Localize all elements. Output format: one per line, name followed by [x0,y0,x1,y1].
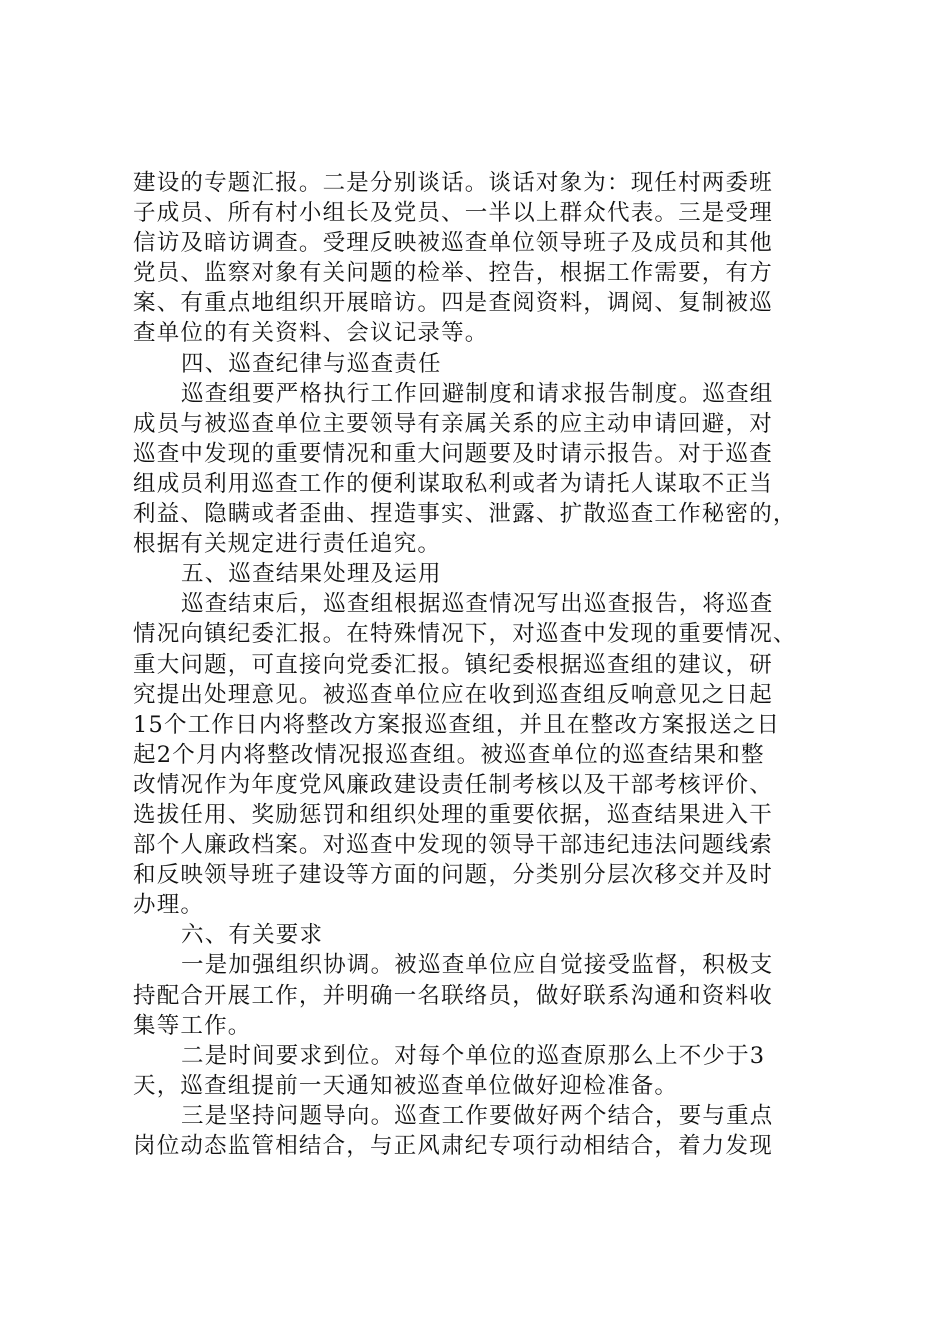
text-line: 根据有关规定进行责任追究。 [133,531,442,558]
text-line: 和反映领导班子建设等方面的问题，分类别分层次移交并及时 [133,862,773,889]
paragraph-start-line: 一是加强组织协调。被巡查单位应自觉接受监督，积极支 [181,952,774,979]
document-body [133,168,823,1161]
text-line: 案、有重点地组织开展暗访。四是查阅资料，调阅、复制被巡 [133,290,773,317]
paragraph-start-line: 五、巡查结果处理及运用 [181,561,442,588]
text-line: 建设的专题汇报。二是分别谈话。谈话对象为：现任村两委班 [133,170,773,196]
text-line: 持配合开展工作，并明确一名联络员，做好联系沟通和资料收 [133,982,773,1009]
text-line: 改情况作为年度党风廉政建设责任制考核以及干部考核评价、 [133,771,773,798]
text-line: 选拔任用、奖励惩罚和组织处理的重要依据，巡查结果进入干 [133,801,773,828]
text-line: 起2个月内将整改情况报巡查组。被巡查单位的巡查结果和整 [133,741,765,768]
text-line: 巡查中发现的重要情况和重大问题要及时请示报告。对于巡查 [133,440,773,467]
paragraph-start-line: 四、巡查纪律与巡查责任 [181,350,442,377]
paragraph-start-line: 三是坚持问题导向。巡查工作要做好两个结合，要与重点 [181,1102,774,1129]
text-line: 情况向镇纪委汇报。在特殊情况下，对巡查中发现的重要情况、 [133,621,797,648]
text-line: 信访及暗访调查。受理反映被巡查单位领导班子及成员和其他 [133,230,773,257]
text-line: 究提出处理意见。被巡查单位应在收到巡查组反响意见之日起 [133,681,773,708]
paragraph-start-line: 二是时间要求到位。对每个单位的巡查原那么上不少于3 [181,1042,766,1069]
text-line: 子成员、所有村小组长及党员、一半以上群众代表。三是受理 [133,200,773,227]
text-line: 成员与被巡查单位主要领导有亲属关系的应主动申请回避，对 [133,410,773,437]
paragraph-start-line: 六、有关要求 [181,922,324,949]
text-line: 岗位动态监管相结合，与正风肃纪专项行动相结合，着力发现 [133,1133,773,1159]
text-line: 15个工作日内将整改方案报巡查组，并且在整改方案报送之日 [133,711,781,738]
text-line: 查单位的有关资料、会议记录等。 [133,320,489,347]
text-line: 集等工作。 [133,1012,252,1039]
text-line: 部个人廉政档案。对巡查中发现的领导干部违纪违法问题线索 [133,832,773,859]
text-line: 利益、隐瞒或者歪曲、捏造事实、泄露、扩散巡查工作秘密的， [133,501,797,528]
text-line: 重大问题，可直接向党委汇报。镇纪委根据巡查组的建议，研 [133,651,773,678]
text-line: 天，巡查组提前一天通知被巡查单位做好迎检准备。 [133,1072,679,1099]
text-line: 党员、监察对象有关问题的检举、控告，根据工作需要，有方 [133,260,773,287]
text-line: 组成员利用巡查工作的便利谋取私利或者为请托人谋取不正当 [133,470,773,497]
text-line: 办理。 [133,892,205,919]
paragraph-start-line: 巡查组要严格执行工作回避制度和请求报告制度。巡查组 [181,380,774,407]
paragraph-start-line: 巡查结束后，巡查组根据巡查情况写出巡查报告，将巡查 [181,591,774,618]
